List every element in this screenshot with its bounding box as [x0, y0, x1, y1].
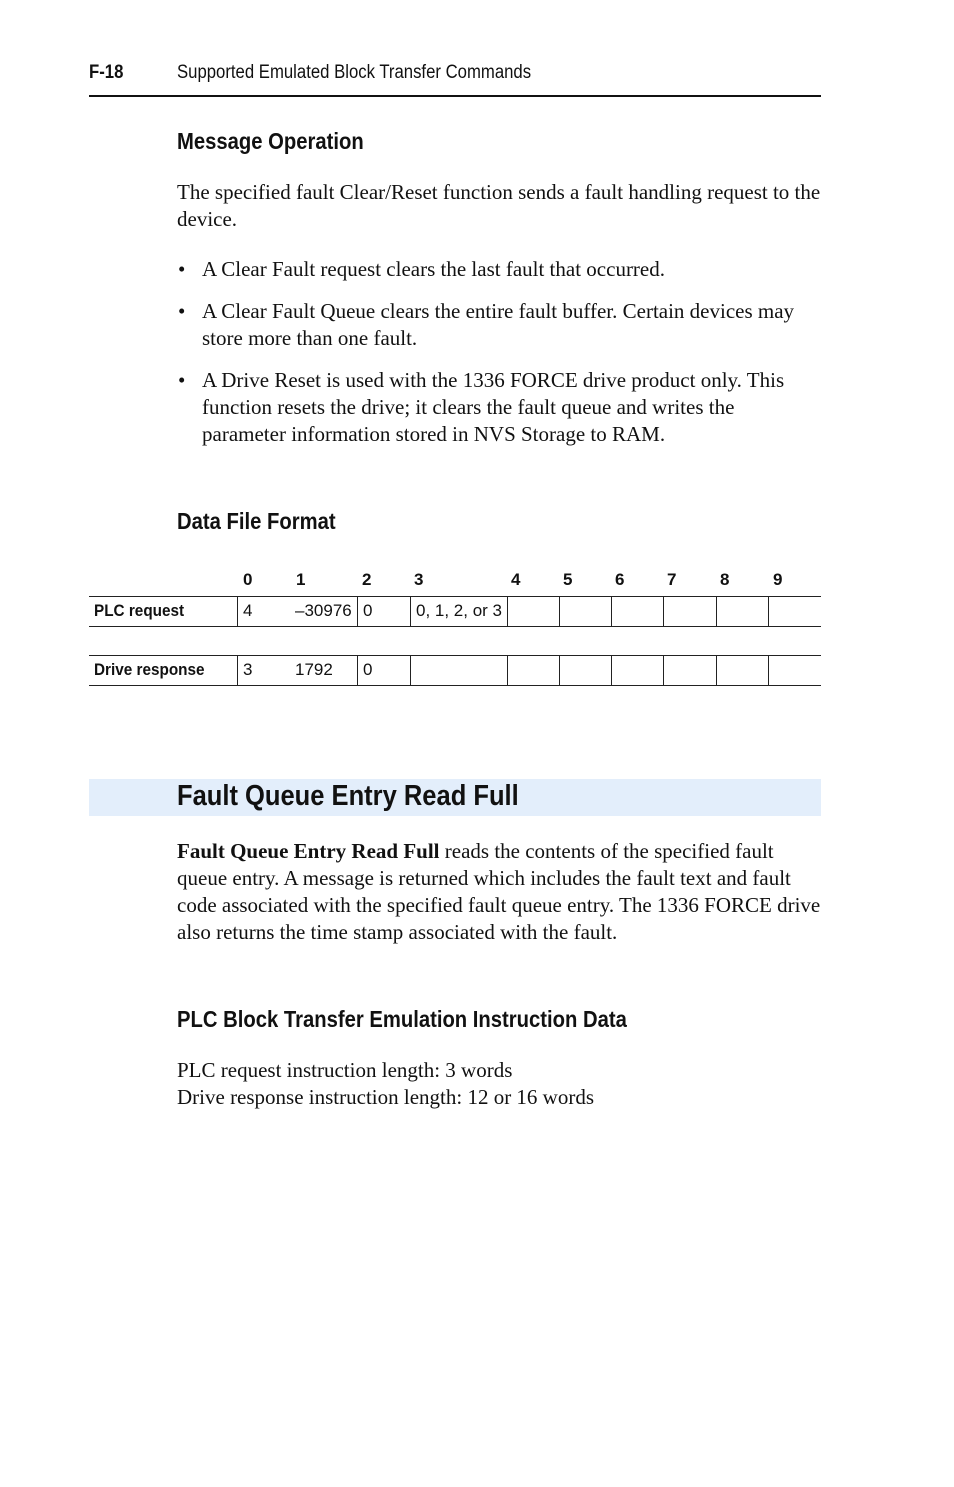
column-header: 9: [773, 570, 783, 589]
data-file-format-heading: Data File Format: [177, 508, 336, 534]
plc-emulation-heading: PLC Block Transfer Emulation Instruction Data: [177, 1006, 627, 1032]
page-number: F-18: [89, 62, 124, 83]
table-cell: [559, 597, 611, 626]
header-rule: [89, 95, 821, 97]
row-label: Drive response: [94, 660, 205, 679]
drive-response-length: Drive response instruction length: 12 or 16 words: [177, 1085, 595, 1109]
bullet-item: • A Drive Reset is used with the 1336 FORCE drive product only. This function resets the drive; it clears the fault queue and writes the parameter information stored in NVS Storage to RAM.: [177, 367, 822, 448]
table-cell: 0: [357, 656, 410, 685]
message-operation-heading: Message Operation: [177, 128, 364, 154]
column-header: 2: [362, 570, 372, 589]
table-cell: [768, 597, 821, 626]
column-header: 8: [720, 570, 730, 589]
table-cell: [507, 656, 559, 685]
table-cell: –30976: [295, 601, 352, 620]
table-cell: 1792: [295, 660, 333, 679]
table-cell: 3: [237, 656, 290, 685]
table-cell: [410, 656, 507, 685]
table-cell: 4: [237, 597, 290, 626]
table-cell: [716, 656, 768, 685]
bullet-item: • A Clear Fault request clears the last fault that occurred.: [177, 256, 822, 283]
column-header: 5: [563, 570, 573, 589]
table-cell: [716, 597, 768, 626]
message-operation-intro: The specified fault Clear/Reset function sends a fault handling request to the device.: [177, 180, 821, 231]
running-title: Supported Emulated Block Transfer Commands: [177, 62, 532, 83]
column-header: 1: [296, 570, 306, 589]
message-operation-bullets: [177, 256, 822, 463]
table-cell: [768, 656, 821, 685]
plc-request-length: PLC request instruction length: 3 words: [177, 1058, 513, 1082]
fault-queue-description: [177, 838, 822, 946]
column-header: 3: [414, 570, 424, 589]
column-header: 4: [511, 570, 521, 589]
table-cell: 0, 1, 2, or 3: [410, 597, 507, 626]
table-row-drive-response: [89, 655, 821, 686]
table-cell: [663, 656, 716, 685]
table-cell: [611, 597, 663, 626]
fault-queue-lead: Fault Queue Entry Read Full: [177, 839, 440, 863]
row-label: PLC request: [94, 601, 185, 620]
column-header: 6: [615, 570, 625, 589]
table-cell: 0: [357, 597, 410, 626]
bullet-item: • A Clear Fault Queue clears the entire fault buffer. Certain devices may store more than one fault.: [177, 298, 822, 352]
column-header: 7: [667, 570, 677, 589]
table-cell: [611, 656, 663, 685]
table-cell: [559, 656, 611, 685]
section-title: Fault Queue Entry Read Full: [177, 780, 519, 812]
table-cell: [663, 597, 716, 626]
table-row-plc-request: [89, 596, 821, 627]
table-cell: [507, 597, 559, 626]
column-header: 0: [243, 570, 253, 589]
fault-queue-body: reads the contents of the specified fault queue entry. A message is returned which includes the fault text and fault code associated with the specified fault queue entry. The 1336 FORCE drive also returns the time stamp associated with the fault.: [177, 839, 821, 944]
